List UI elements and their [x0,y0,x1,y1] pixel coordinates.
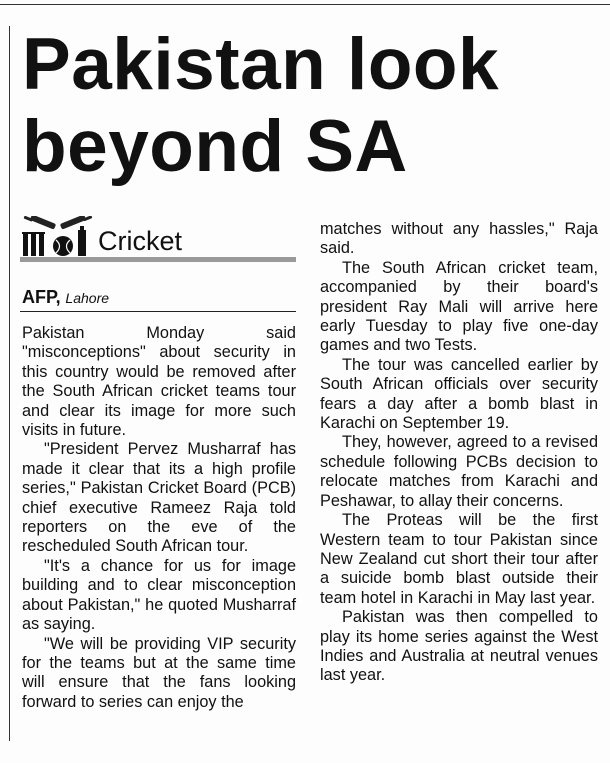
paragraph: "President Pervez Musharraf has made it clear that its a high profile series," Pakistan Cricket Board (PCB) chief executive Rameez Raja told reporters on the eve of the rescheduled South African tour. [22,440,296,556]
paragraph: Pakistan was then compelled to play its home series against the West Indies and Australia at neutral venues last year. [320,608,598,685]
byline-agency: AFP, [22,287,61,307]
byline-location: Lahore [65,290,110,306]
cricket-icon [20,216,96,258]
paragraph: They, however, agreed to a revised schedule following PCBs decision to relocate matches from Karachi and Peshawar, to allay their concerns. [320,433,598,510]
headline [22,24,607,188]
left-column-rule [9,26,10,741]
paragraph: The South African cricket team, accompanied by their board's president Ray Mali will arrive here early Tuesday to play five one-day games and two Tests. [320,258,598,355]
top-rule [0,4,610,5]
byline [22,287,109,308]
byline-rule [20,311,296,312]
section-kicker [20,216,296,262]
paragraph: The Proteas will be the first Western team to tour Pakistan since New Zealand cut short their tour after a suicide bomb blast outside their team hotel in Karachi in May last year. [320,511,598,607]
paragraph: Pakistan Monday said "misconceptions" about security in this country would be removed after the South African cricket teams tour and clear its image for more such visits in future. [22,324,296,440]
article-column-2 [320,220,598,686]
section-underline [20,257,296,262]
headline-line-1: Pakistan look [22,24,500,105]
paragraph: The tour was cancelled earlier by South African officials over security fears a day after a bomb blast in Karachi on September 19. [320,355,598,433]
paragraph: "It's a chance for us for image building and to clear misconception about Pakistan," he quoted Musharraf as saying. [22,556,296,634]
paragraph: matches without any hassles," Raja said. [320,220,598,258]
paragraph: "We will be providing VIP security for the teams but at the same time will ensure that the fans looking forward to series can enjoy the [22,634,296,711]
section-label: Cricket [98,226,183,256]
headline-line-2: beyond SA [22,106,408,187]
article-column-1 [22,324,296,712]
